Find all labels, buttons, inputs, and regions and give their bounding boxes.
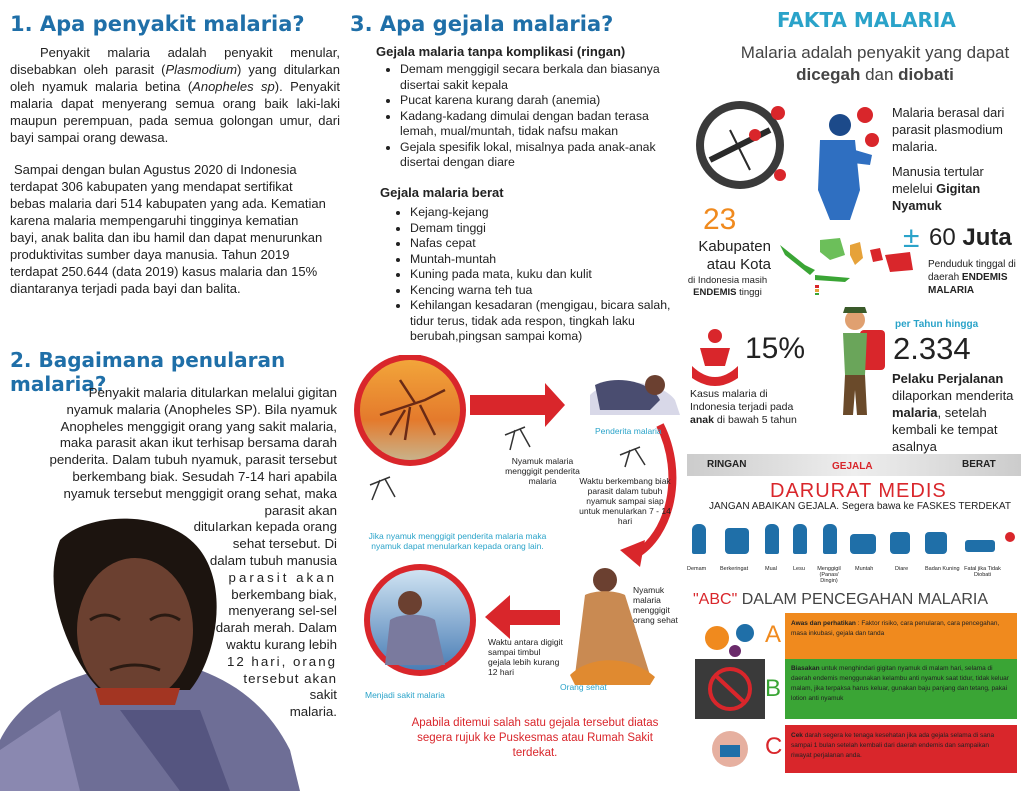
abc-letter-a: A	[765, 621, 782, 648]
berat-list	[386, 205, 676, 345]
diarrhea-icon	[890, 532, 910, 554]
juta-prefix: ±	[903, 221, 920, 254]
symptom-label: Lesu	[793, 566, 805, 572]
section2-text: Penyakit malaria ditularkan melalui gigitan nyamuk malaria (Anopheles SP). Bila nyamuk Anopheles menggigit orang yang sakit malaria, maka parasit akan ikut terhisap bersama darah penderita. Dalam tubuh nyamuk, parasit tersebut berkembang biak. Sesudah 7-14 hari apabila nyamuk tersebut menggigit orang sehat, maka parasit akan dituIarkan kepada orang sehat tersebut. Di dalam tubuh manusia parasit akan berkembang biak, menyerang sel-sel darah merah. Dalam waktu kurang lebih 12 hari, orang tersebut akan sakit malaria.	[49, 385, 337, 720]
gejala-bar-berat: BERAT	[962, 459, 996, 470]
berat-title: Gejala malaria berat	[380, 185, 504, 200]
fatigue-icon	[793, 524, 807, 554]
kab-label: Kabupaten atau Kota	[698, 238, 771, 273]
symptom-label: Fatal jika Tidak Diobati	[964, 566, 1001, 578]
section3-title: 3. Apa gejala malaria?	[350, 12, 614, 36]
jaundice-icon	[925, 532, 947, 554]
section1-paragraph1: Penyakit malaria adalah penyakit menular, disebabkan oleh parasit (Plasmodium) yang ditularkan oleh nyamuk malaria betina (Anopheles sp). Penyakit malaria dapat menyerang semua orang baik laki-laki maupun perempuan, pada semua golongan umur, dari bayi sampai orang dewasa.	[10, 45, 340, 145]
hospital-bed-icon	[965, 540, 995, 552]
pelaku-desc: Pelaku Perjalanan dilaporkan menderita malaria, setelah kembali ke tempat asalnya	[892, 371, 1014, 454]
list-item: • Kehilangan kesadaran (mengigau, bicara salah, tidur terus, tidak ada respon, tingkah laku berubah,pingsan sampai koma)	[410, 298, 676, 345]
abc-rows	[695, 613, 1017, 773]
list-item: • Pucat karena kurang darah (anemia)	[400, 93, 681, 109]
label-nyamuk-menggigit-sehat: Nyamuk malaria menggigit orang sehat	[633, 585, 678, 625]
list-item: • Demam menggigil secara berkala dan biasanya disertai sakit kepala	[400, 62, 681, 93]
fakta-title: FAKTA MALARIA	[777, 8, 956, 32]
parasit-text: Malaria berasal dari parasit plasmodium malaria.	[892, 105, 1005, 154]
abc-letter-b: B	[765, 675, 782, 702]
gejala-bar	[687, 454, 1021, 476]
ringan-list	[376, 62, 681, 171]
abc-box-a: Awas dan perhatikan : Faktor risiko, cara penularan, cara pencegahan, masa inkubasi, gejala dan tanda	[785, 613, 1017, 663]
list-item: • Muntah-muntah	[410, 252, 676, 268]
label-jika-nyamuk: Jika nyamuk menggigit penderita malaria maka nyamuk dapat menularkan kepada orang lain.	[368, 531, 547, 551]
blood-check-icon	[695, 725, 765, 773]
symptom-label: Diare	[895, 566, 909, 572]
tertular-text: Manusia tertular melelui Gigitan Nyamuk	[892, 164, 984, 213]
nausea-icon	[765, 524, 779, 554]
section2-title: 2. Bagaimana penularan malaria?	[10, 348, 286, 396]
heart-icon	[1005, 532, 1015, 542]
darurat-subtitle: JANGAN ABAIKAN GEJALA. Segera bawa ke FASKES TERDEKAT	[709, 501, 1011, 512]
per-tahun-label: per Tahun hingga	[895, 319, 979, 330]
label-waktu-berkembang: Waktu berkembang biak parasit dalam tubuh nyamuk sampai siap untuk menularkan 7 - 14 hari	[579, 476, 671, 526]
list-item: • Kencing warna teh tua	[410, 283, 676, 299]
pct-desc: Kasus malaria di Indonesia terjadi pada anak di bawah 5 tahun	[690, 388, 797, 426]
sweating-icon	[725, 528, 749, 554]
section1-paragraph2: Sampai dengan bulan Agustus 2020 di Indonesia terdapat 306 kabupaten yang mendapat sertifikat bebas malaria dari 514 kabupaten yang ada. Kematian karena malaria mempengaruhi tingginya kematian bayi, anak balita dan ibu hamil dan dapat menurunkan produktivitas sumber daya manusia. Tahun 2019 terdapat 250.644 (data 2019) kasus malaria dan 15% diantaranya terjadi pada bayi dan balita.	[10, 162, 326, 296]
section1-title: 1. Apa penyakit malaria?	[10, 12, 305, 36]
label-orang-sehat: Orang sehat	[560, 682, 607, 692]
gejala-bar-ringan: RINGAN	[707, 459, 747, 470]
juta-number-line: 60 Juta	[929, 224, 1012, 251]
no-mosquito-icon	[695, 659, 765, 719]
list-item: • Gejala spesifik lokal, misalnya pada anak-anak disertai dengan diare	[400, 140, 681, 171]
list-item: • Demam tinggi	[410, 221, 676, 237]
list-item: • Nafas cepat	[410, 236, 676, 252]
label-waktu-antara: Waktu antara digigit sampai timbul gejala lebih kurang 12 hari	[488, 637, 563, 677]
symptom-label: Berkeringat	[720, 566, 749, 572]
symptom-label: Demam	[687, 566, 707, 572]
referral-note: Apabila ditemui salah satu gejala tersebut diatas segera rujuk ke Puskesmas atau Rumah Sakit terdekat.	[411, 717, 659, 759]
pct-value: 15%	[745, 332, 806, 365]
symptom-icons-row	[685, 518, 1024, 584]
abc-letter-c: C	[765, 733, 783, 760]
abc-row-a	[695, 613, 1017, 663]
label-menjadi-sakit: Menjadi sakit malaria	[365, 690, 445, 700]
abc-box-c: Cek darah segera ke tenaga kesehatan jika ada gejala selama di sana sampai 1 bulan setelah kembali dari daerah endemis dan sampaikan riwayat perjalanan anda.	[785, 725, 1017, 773]
per-tahun-number: 2.334	[893, 331, 971, 366]
column-left	[0, 0, 350, 791]
symptom-label: Muntah	[855, 566, 874, 572]
list-item: • Kadang-kadang dimulai dengan badan terasa lemah, mual/muntah, tidak nafsu makan	[400, 109, 681, 140]
list-item: • Kejang-kejang	[410, 205, 676, 221]
darurat-title: DARURAT MEDIS	[770, 480, 947, 502]
abc-row-c	[695, 725, 1017, 773]
child-care-icon	[690, 326, 740, 386]
chills-icon	[823, 524, 837, 554]
traveler-illustration	[825, 305, 890, 425]
fever-icon	[692, 524, 706, 554]
abc-row-b	[695, 659, 1017, 719]
abc-box-b: Biasakan untuk menghindari gigitan nyamuk di malam hari, selama di daerah endemis menggunakan kelambu anti nyamuk saat tidur, tidak keluar malam, jika terpaksa harus keluar, gunakan baju panjang dan tetang, pakai lotion anti nyamuk	[785, 659, 1017, 719]
mosquito-person-illustration	[690, 95, 885, 220]
column-right	[685, 0, 1024, 791]
abc-title: "ABC" DALAM PENCEGAHAN MALARIA	[693, 591, 988, 608]
symptom-label: Badan Kuning	[925, 566, 960, 572]
label-nyamuk-menggigit-penderita: Nyamuk malaria menggigit penderita malaria	[505, 456, 580, 486]
juta-desc: Penduduk tinggal di daerah ENDEMIS MALARIA	[928, 259, 1016, 296]
fakta-subtitle: Malaria adalah penyakit yang dapat dicegah dan diobati	[740, 43, 1010, 84]
vomiting-icon	[850, 534, 876, 554]
symptom-label: Mual	[765, 566, 777, 572]
symptom-label: Menggigil (Panas/ Dingin)	[817, 566, 841, 584]
awareness-icon	[695, 613, 765, 663]
kab-desc: di Indonesia masih ENDEMIS tinggi	[687, 275, 768, 298]
kab-number: 23	[703, 203, 737, 236]
indonesia-map	[775, 230, 915, 295]
gejala-bar-gejala: GEJALA	[832, 461, 873, 472]
ringan-title: Gejala malaria tanpa komplikasi (ringan)	[376, 44, 626, 59]
label-penderita: Penderita malaria	[595, 426, 662, 436]
list-item: • Kuning pada mata, kuku dan kulit	[410, 267, 676, 283]
column-middle	[350, 0, 685, 791]
